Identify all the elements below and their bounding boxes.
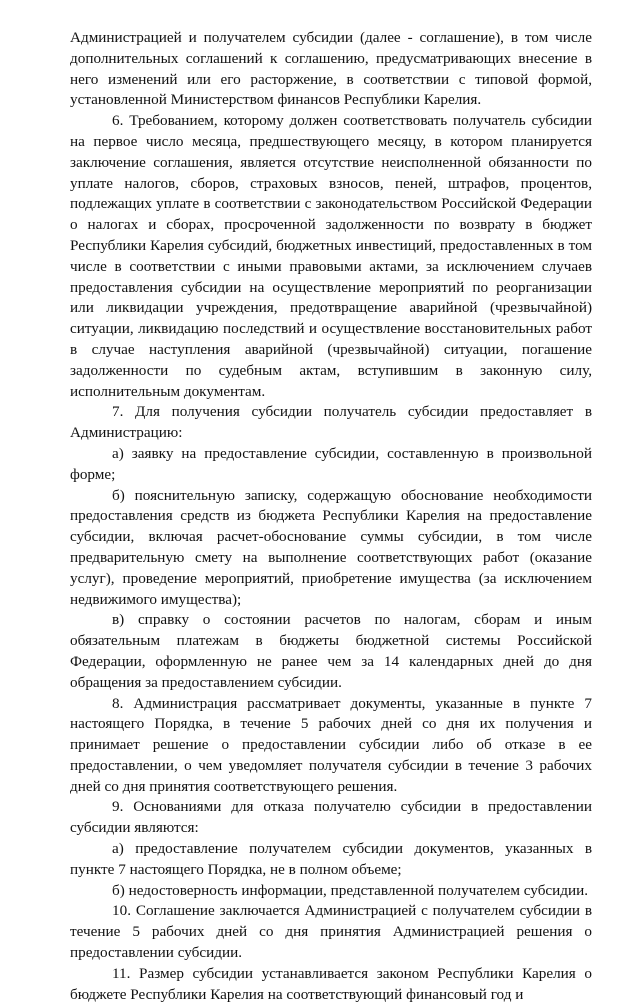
paragraph-9a: а) предоставление получателем субсидии документов, указанных в пункте 7 настоящего Порядка, не в полном объеме;	[70, 840, 592, 878]
paragraph-6: 6. Требованием, которому должен соответствовать получатель субсидии на первое число месяца, предшествующего месяцу, в котором планируется заключение соглашения, является отсутствие неисполненной обязанности по уплате налогов, сборов, страховых взносов, пеней, штрафов, процентов, подлежащих уплате в соответствии с законодательством Российской Федерации о налогах и сборах, просроченной задолженности по возврату в бюджет Республики Карелия субсидий, бюджетных инвестиций, предоставленных в том числе в соответствии с иными правовыми актами, за исключением случаев предоставления субсидии на осуществление мероприятий по реорганизации или ликвидации учреждения, предотвращение аварийной (чрезвычайной) ситуации, ликвидацию последствий и осуществление восстановительных работ в случае наступления аварийной (чрезвычайной) ситуации, погашение задолженности по судебным актам, вступившим в законную силу, исполнительным документам.	[70, 112, 592, 400]
paragraph-11: 11. Размер субсидии устанавливается законом Республики Карелия о бюджете Республики Карелия на соответствующий финансовый год и	[70, 964, 592, 1003]
paragraph-continuation: Администрацией и получателем субсидии (далее - соглашение), в том числе дополнительных соглашений к соглашению, предусматривающих внесение в него изменений или его расторжение, в соответствии с типовой формой, установленной Министерством финансов Республики Карелия.	[70, 29, 592, 109]
paragraph-8: 8. Администрация рассматривает документы, указанные в пункте 7 настоящего Порядка, в течение 5 рабочих дней со дня их получения и принимает решение о предоставлении субсидии либо об отказе в ее предоставлении, о чем уведомляет получателя субсидии в течение 3 рабочих дней со дня принятия соответствующего решения.	[70, 694, 592, 795]
paragraph-7b: б) пояснительную записку, содержащую обоснование необходимости предоставления средств из бюджета Республики Карелия на предоставление субсидии, включая расчет-обоснование суммы субсидии, в том числе предварительную смету на выполнение соответствующих работ (оказание услуг), проведение мероприятий, приобретение имущества (за исключением недвижимого имущества);	[70, 486, 592, 608]
paragraph-9b: б) недостоверность информации, представленной получателем субсидии.	[112, 881, 589, 899]
paragraph-7c: в) справку о состоянии расчетов по налогам, сборам и иным обязательным платежам в бюджеты бюджетной системы Российской Федерации, оформленную не ранее чем за 14 календарных дней до дня обращения за предоставлением субсидии.	[70, 611, 592, 691]
paragraph-7a: а) заявку на предоставление субсидии, составленную в произвольной форме;	[70, 444, 592, 483]
paragraph-10: 10. Соглашение заключается Администрацией с получателем субсидии в течение 5 рабочих дней со дня принятия Администрацией решения о предоставлении субсидии.	[70, 902, 592, 962]
paragraph-7: 7. Для получения субсидии получатель субсидии предоставляет в Администрацию:	[70, 403, 592, 442]
paragraph-9: 9. Основаниями для отказа получателю субсидии в предоставлении субсидии являются:	[70, 798, 592, 837]
